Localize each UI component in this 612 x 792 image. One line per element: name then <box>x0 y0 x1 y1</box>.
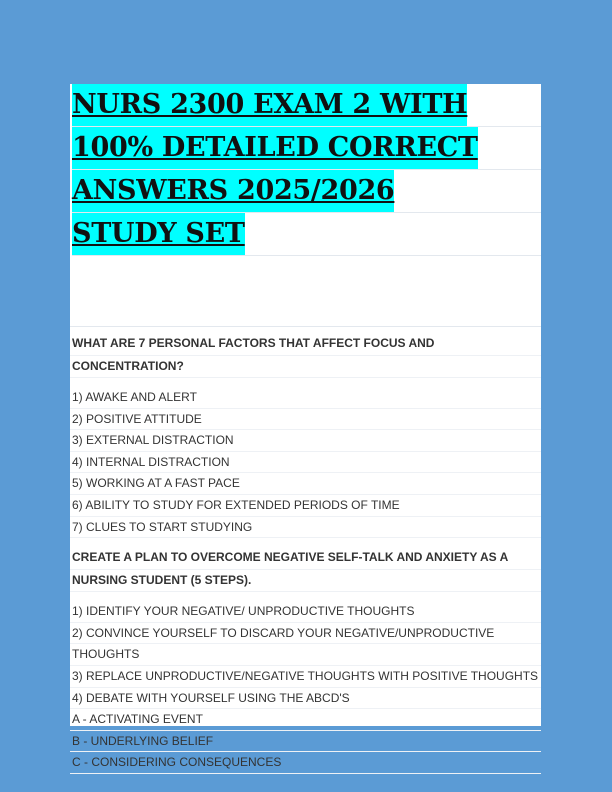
answer-2-item: B - UNDERLYING BELIEF <box>70 731 541 753</box>
answer-1-item: 6) ABILITY TO STUDY FOR EXTENDED PERIODS OF TIME <box>70 495 541 517</box>
question-2-line: CREATE A PLAN TO OVERCOME NEGATIVE SELF-TALK AND ANXIETY AS A <box>70 547 541 570</box>
blank-line <box>70 294 541 327</box>
answer-1-item: 4) INTERNAL DISTRACTION <box>70 452 541 474</box>
title-line <box>72 127 541 170</box>
answer-1-item: 1) AWAKE AND ALERT <box>70 387 541 409</box>
answer-2-item: C - CONSIDERING CONSEQUENCES <box>70 752 541 774</box>
answer-1-item: 5) WORKING AT A FAST PACE <box>70 473 541 495</box>
title-text: STUDY SET <box>72 213 245 255</box>
document-body <box>70 294 541 774</box>
answer-2-item: 2) CONVINCE YOURSELF TO DISCARD YOUR NEGATIVE/UNPRODUCTIVE <box>70 623 541 645</box>
answer-1-item: 3) EXTERNAL DISTRACTION <box>70 430 541 452</box>
answer-2-item: 4) DEBATE WITH YOURSELF USING THE ABCD'S <box>70 688 541 710</box>
title-text: 100% DETAILED CORRECT <box>72 127 478 169</box>
title-line <box>72 84 541 127</box>
title-line <box>72 170 541 213</box>
question-2-line: NURSING STUDENT (5 STEPS). <box>70 570 541 593</box>
question-1-line: WHAT ARE 7 PERSONAL FACTORS THAT AFFECT FOCUS AND <box>70 333 541 356</box>
title-text: NURS 2300 EXAM 2 WITH <box>72 84 467 126</box>
answer-2-item: 3) REPLACE UNPRODUCTIVE/NEGATIVE THOUGHTS WITH POSITIVE THOUGHTS <box>70 666 541 688</box>
answer-1-item: 7) CLUES TO START STUDYING <box>70 517 541 539</box>
title-line <box>72 213 541 256</box>
question-1-line: CONCENTRATION? <box>70 356 541 379</box>
document-page <box>70 84 541 770</box>
answer-2-item: A - ACTIVATING EVENT <box>70 709 541 731</box>
answer-2-item: THOUGHTS <box>70 644 541 666</box>
title-text: ANSWERS 2025/2026 <box>72 170 394 212</box>
answer-1-item: 2) POSITIVE ATTITUDE <box>70 409 541 431</box>
document-title <box>72 84 541 256</box>
answer-2-item: 1) IDENTIFY YOUR NEGATIVE/ UNPRODUCTIVE THOUGHTS <box>70 601 541 623</box>
